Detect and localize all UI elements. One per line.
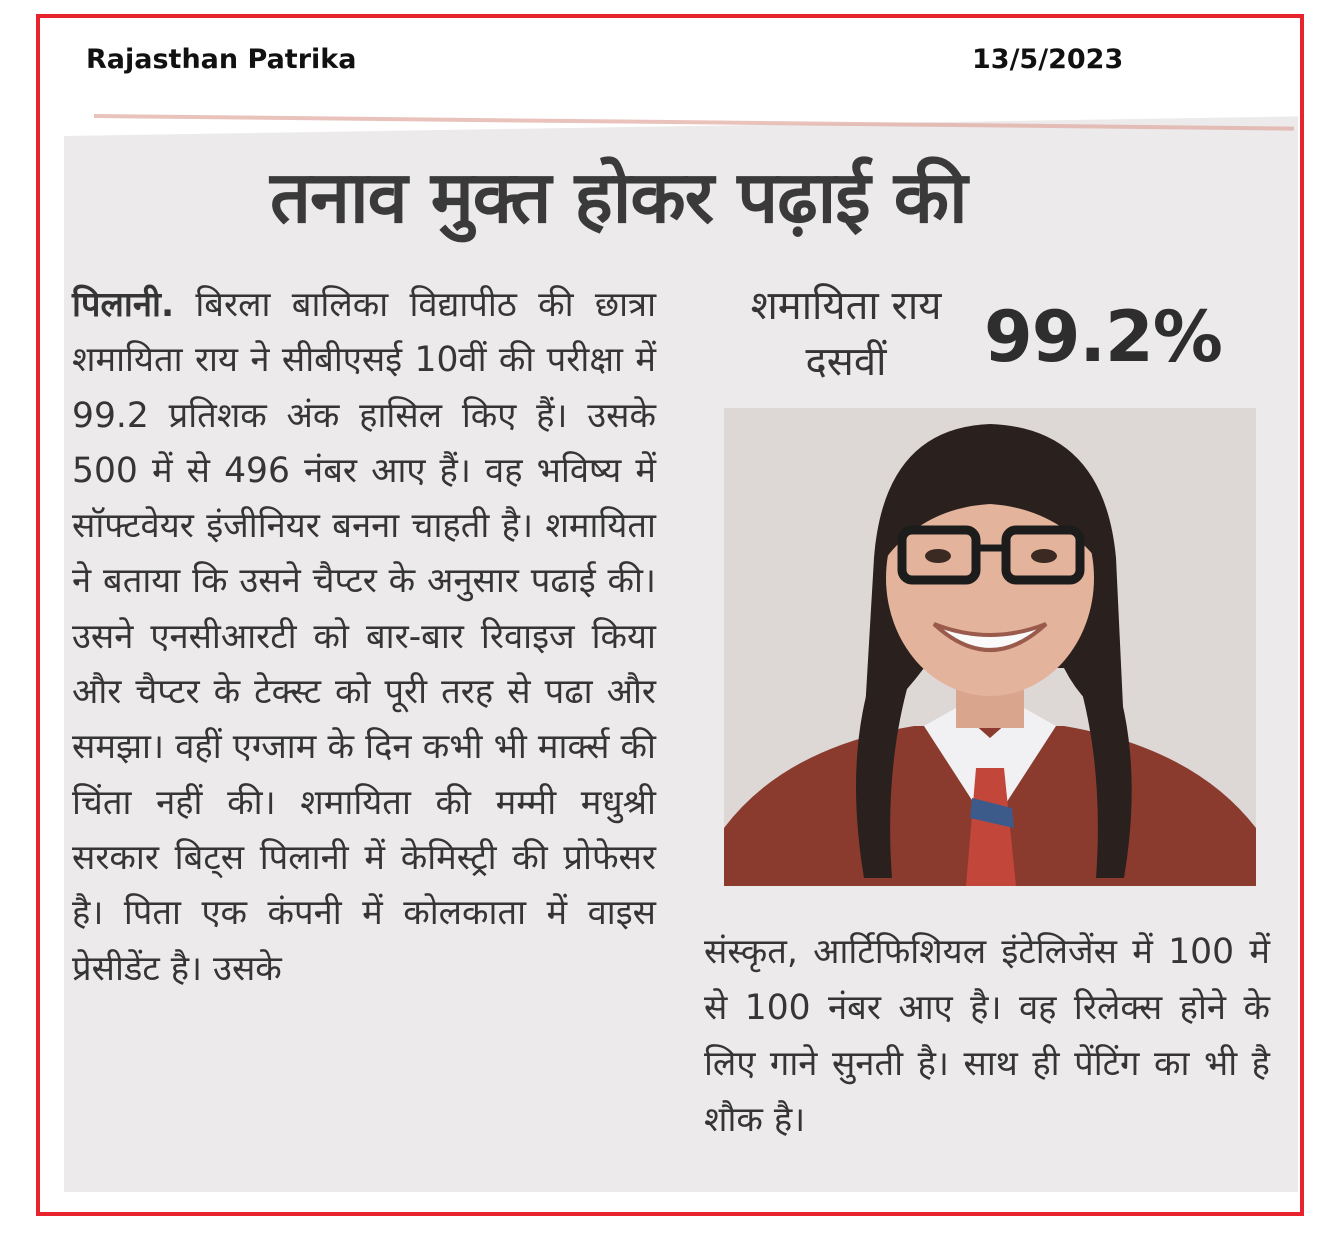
- article-text-right: संस्कृत, आर्टिफिशियल इंटेलिजेंस में 100 में से 100 नंबर आए है। वह रिलेक्स होने के लिए गाने सुनती है। साथ ही पेंटिंग का भी है शौक है।: [704, 932, 1270, 1140]
- photo-caption: [696, 278, 996, 390]
- article-text-left: बिरला बालिका विद्यापीठ की छात्रा शमायिता राय ने सीबीएसई 10वीं की परीक्षा में 99.2 प्रतिशक अंक हासिल किए हैं। उसके 500 में से 496 नंबर आए हैं। वह भविष्य में सॉफ्टवेयर इंजीनियर बनना चाहती है। शमायिता ने बताया कि उसने चैप्टर के अनुसार पढाई की। उसने एनसीआरटी को बार-बार रिवाइज किया और चैप्टर के टेक्स्ट को पूरी तरह से पढा और समझा। वहीं एग्जाम के दिन कभी भी मार्क्स की चिंता नहीं की। शमायिता की मम्मी मधुश्री सरकार बिट्स पिलानी में केमिस्ट्री की प्रोफेसर है। पिता एक कंपनी में कोलकाता में वाइस प्रेसीडेंट है। उसके: [72, 285, 656, 989]
- publication-date: 13/5/2023: [972, 44, 1124, 75]
- newspaper-name: Rajasthan Patrika: [86, 44, 357, 75]
- photo-caption-class: दसवीं: [805, 339, 887, 385]
- article-body-right: [704, 924, 1270, 1148]
- student-portrait-illustration: [724, 408, 1256, 886]
- article-body-left: [72, 278, 656, 997]
- article-dateline: पिलानी.: [72, 285, 175, 325]
- student-photo: [724, 408, 1256, 886]
- newspaper-clipping: [64, 108, 1298, 1192]
- article-headline: तनाव मुक्त होकर पढ़ाई की: [270, 155, 967, 239]
- photo-caption-name: शमायिता राय: [750, 283, 942, 329]
- photo-caption-percent: 99.2%: [984, 296, 1222, 378]
